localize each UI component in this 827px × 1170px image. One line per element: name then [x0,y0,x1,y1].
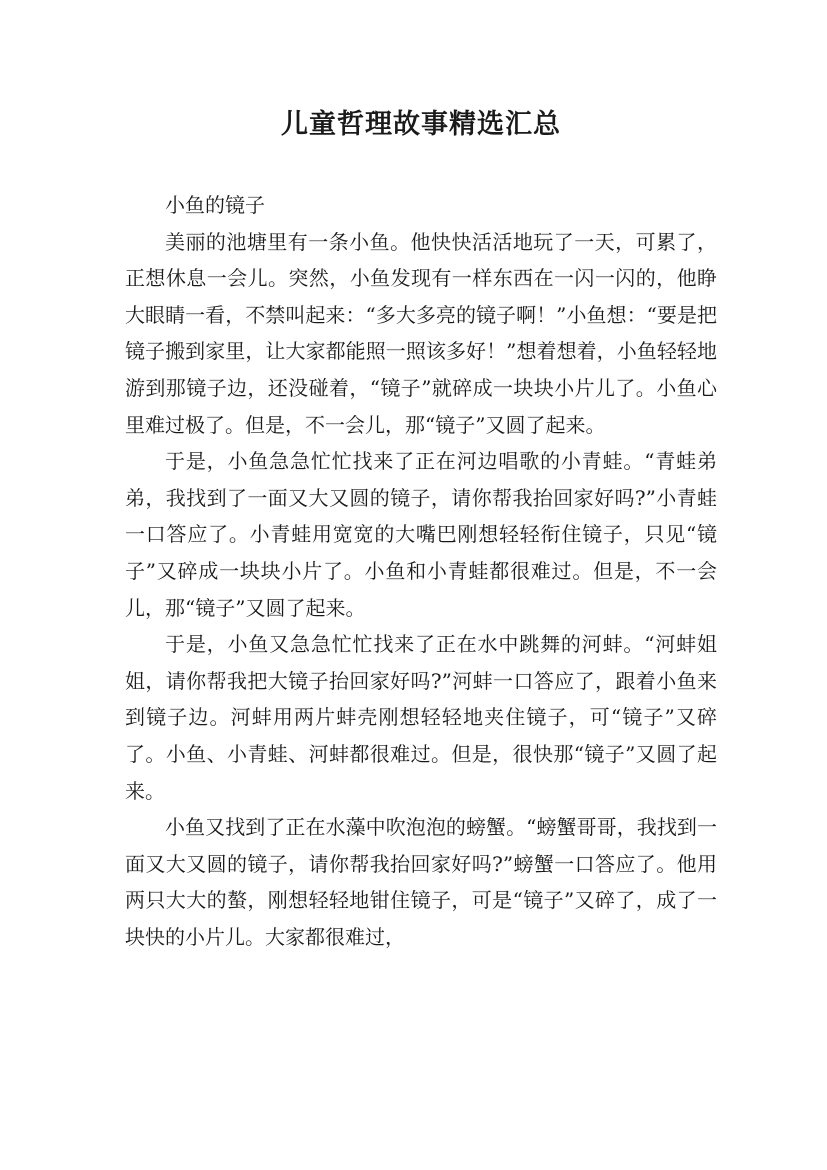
paragraph: 于是，小鱼又急急忙忙找来了正在水中跳舞的河蚌。“河蚌姐姐，请你帮我把大镜子抬回家好吗?”河蚌一口答应了，跟着小鱼来到镜子边。河蚌用两片蚌壳刚想轻轻地夹住镜子，可“镜子”又碎了。小鱼、小青蛙、河蚌都很难过。但是，很快那“镜子”又圆了起来。 [125,632,717,803]
story-title: 小鱼的镜子 [165,193,265,217]
document-title: 儿童哲理故事精选汇总 [281,109,561,140]
paragraph: 于是，小鱼急急忙忙找来了正在河边唱歌的小青蛙。“青蛙弟弟，我找到了一面又大又圆的镜子，请你帮我抬回家好吗?”小青蛙一口答应了。小青蛙用宽宽的大嘴巴刚想轻轻衔住镜子，只见“镜子”又碎成一块块小片了。小鱼和小青蛙都很难过。但是，不一会儿，那“镜子”又圆了起来。 [125,449,717,620]
document-body [125,187,717,955]
paragraph: 小鱼又找到了正在水藻中吹泡泡的螃蟹。“螃蟹哥哥，我找到一面又大又圆的镜子，请你帮我抬回家好吗?”螃蟹一口答应了。他用两只大大的螯，刚想轻轻地钳住镜子，可是“镜子”又碎了，成了一块快的小片儿。大家都很难过， [125,815,717,949]
paragraph: 美丽的池塘里有一条小鱼。他快快活活地玩了一天，可累了，正想休息一会儿。突然，小鱼发现有一样东西在一闪一闪的，他睁大眼睛一看，不禁叫起来：“多大多亮的镜子啊！”小鱼想：“要是把镜子搬到家里，让大家都能照一照该多好！”想着想着，小鱼轻轻地游到那镜子边，还没碰着，“镜子”就碎成一块块小片儿了。小鱼心里难过极了。但是，不一会儿，那“镜子”又圆了起来。 [125,229,717,437]
